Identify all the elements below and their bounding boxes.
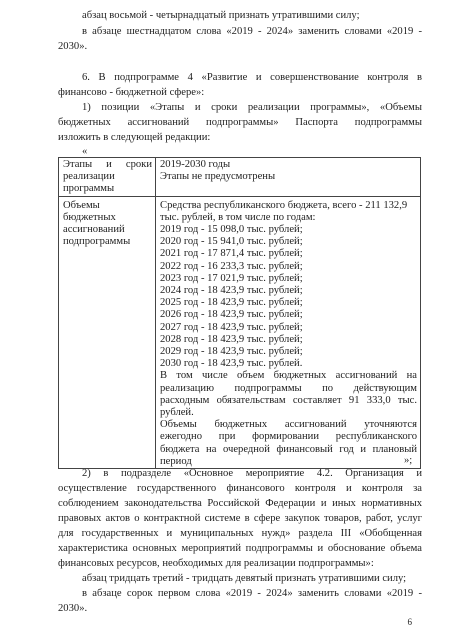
cell-text: реализации xyxy=(63,171,115,183)
text-line: 2030». xyxy=(58,603,88,614)
cell-text: подпрограммы xyxy=(63,236,131,248)
cell-text: 2020 год - 15 941,0 тыс. рублей; xyxy=(160,236,303,248)
text-line: 1) позиции «Этапы и сроки реализации программы», «Объемы xyxy=(82,102,422,113)
cell-text: 2024 год - 18 423,9 тыс. рублей; xyxy=(160,285,303,297)
cell-text: период xyxy=(160,455,192,467)
cell-text: программы xyxy=(63,183,115,195)
text-line: 2030». xyxy=(58,41,88,52)
table-row xyxy=(59,196,421,468)
cell-text: 2026 год - 18 423,9 тыс. рублей; xyxy=(160,309,303,321)
text-line: осуществление государственного финансового контроля и контроля за xyxy=(58,483,422,494)
text-line: абзац тридцать третий - тридцать девятый признать утратившими силу; xyxy=(82,573,407,584)
cell-text: ассигнований xyxy=(63,224,125,236)
cell-text: Объемы xyxy=(63,199,100,211)
text-line: в абзаце сорок первом слова «2019 - 2024» заменить словами «2019 - xyxy=(82,588,422,599)
text-line: для государственных и муниципальных нужд» раздела III «Обобщенная xyxy=(58,528,422,539)
table-cell-value xyxy=(156,158,421,197)
table-cell-label xyxy=(59,196,156,468)
cell-text: 2023 год - 17 021,9 тыс. рублей; xyxy=(160,272,303,284)
cell-text: 2022 год - 16 233,3 тыс. рублей; xyxy=(160,260,303,272)
text-line: в абзаце шестнадцатом слова «2019 - 2024» заменить словами «2019 - xyxy=(82,26,422,37)
table-row xyxy=(59,158,421,197)
table-cell-value xyxy=(156,196,421,468)
page-number: 6 xyxy=(407,617,412,627)
cell-text: 2029 год - 18 423,9 тыс. рублей; xyxy=(160,346,303,358)
cell-text: 2028 год - 18 423,9 тыс. рублей; xyxy=(160,333,303,345)
cell-text: реализацию подпрограммы по действующим xyxy=(160,382,417,394)
text-line: абзац восьмой - четырнадцатый признать утратившими силу; xyxy=(82,10,360,21)
cell-text: расходным обязательствам составляет 91 333,0 тыс. xyxy=(160,394,417,406)
text-line: финансовых ресурсов, необходимых для реализации подпрограммы»: xyxy=(58,558,374,569)
closing-quote: »; xyxy=(404,455,413,466)
cell-text: 2019-2030 годы xyxy=(160,159,231,170)
passport-table xyxy=(58,157,421,469)
cell-text: Этапы не предусмотрены xyxy=(160,171,276,183)
cell-text: В том числе объем бюджетных ассигнований на xyxy=(160,370,417,382)
text-line: характеристика основных мероприятий подпрограммы и обоснование объема xyxy=(58,543,422,554)
cell-text: ежегодно при формировании республиканского xyxy=(160,431,417,443)
cell-text: 2027 год - 18 423,9 тыс. рублей; xyxy=(160,321,303,333)
cell-text: Этапы и сроки xyxy=(63,159,152,170)
cell-text: 2019 год - 15 098,0 тыс. рублей; xyxy=(160,224,303,236)
text-line: финансово - бюджетной сфере»: xyxy=(58,87,205,98)
text-line: правовых актов о контрактной системе в сфере закупок товаров, работ, услуг xyxy=(58,513,422,524)
table-cell-label xyxy=(59,158,156,197)
cell-text: 2030 год - 18 423,9 тыс. рублей. xyxy=(160,358,303,370)
text-line: бюджетных ассигнований подпрограммы» Паспорта подпрограммы xyxy=(58,117,422,128)
cell-text: бюджета на очередной финансовый год и плановый xyxy=(160,443,417,455)
cell-text: 2021 год - 17 871,4 тыс. рублей; xyxy=(160,248,303,260)
text-line: соблюдением законодательства Российской Федерации и иных нормативных xyxy=(58,498,422,509)
cell-text: рублей. xyxy=(160,407,194,419)
text-line: 6. В подпрограмме 4 «Развитие и совершенствование контроля в xyxy=(82,72,422,83)
cell-text: тыс. рублей, в том числе по годам: xyxy=(160,211,316,223)
cell-text: Средства республиканского бюджета, всего - 211 132,9 xyxy=(160,199,408,211)
cell-text: 2025 год - 18 423,9 тыс. рублей; xyxy=(160,297,303,309)
cell-text: Объемы бюджетных ассигнований уточняются xyxy=(160,419,417,431)
cell-text: бюджетных xyxy=(63,211,116,223)
opening-quote: « xyxy=(82,146,88,157)
text-line: 2) в подразделе «Основное мероприятие 4.2. Организация и xyxy=(82,468,422,479)
text-line: изложить в следующей редакции: xyxy=(58,132,211,143)
